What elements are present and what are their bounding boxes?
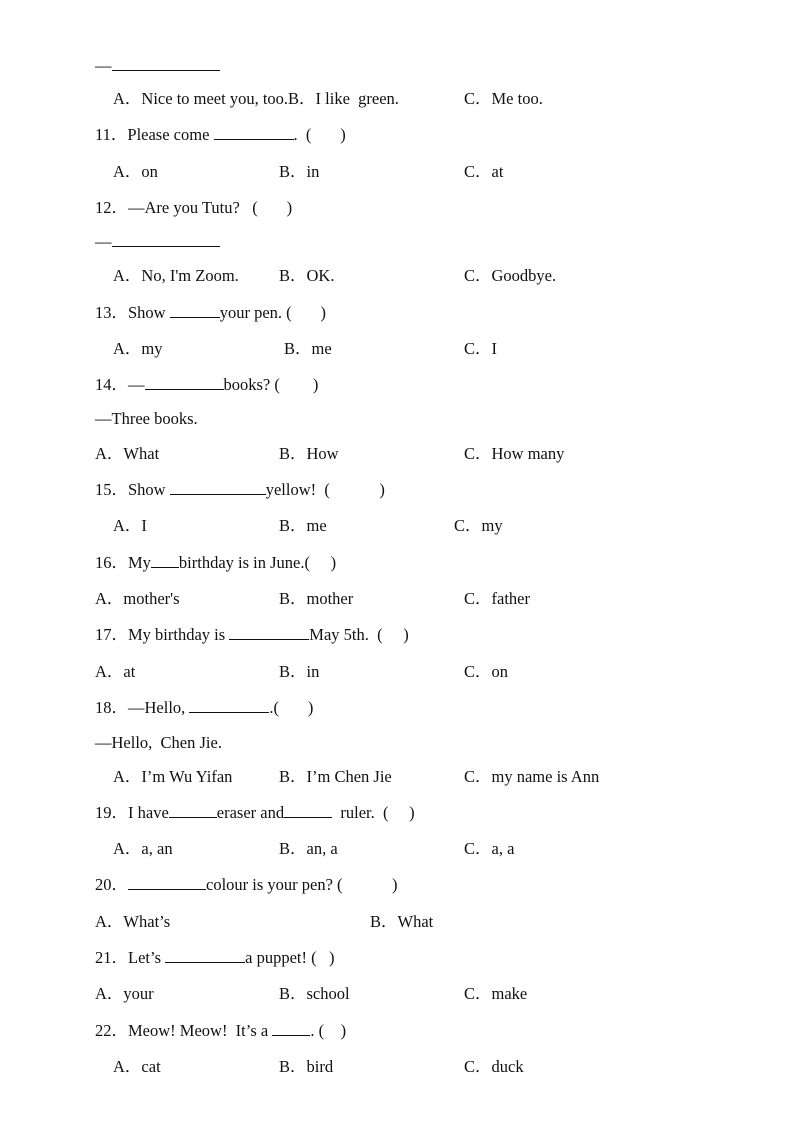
option-c: C．my [454,516,503,535]
answer-line: —Hello, Chen Jie. [95,733,222,752]
option-c: C．Me too. [464,89,543,108]
answer-blank[interactable] [128,875,206,890]
option-c: C．my name is Ann [464,767,600,786]
option-b: B．mother [279,589,354,608]
question-17: 17．My birthday is May 5th. ( ) [95,625,409,644]
answer-blank[interactable] [112,232,220,247]
option-a: A．at [95,662,136,681]
option-a: A．mother's [95,589,180,608]
option-c: C．make [464,984,528,1003]
question-22: 22．Meow! Meow! It’s a . ( ) [95,1021,347,1040]
question-21: 21．Let’s a puppet! ( ) [95,948,335,967]
answer-line: —Three books. [95,409,198,428]
option-b: B．How [279,444,339,463]
option-a: A．my [113,339,163,358]
option-c: C．How many [464,444,565,463]
option-c: C．on [464,662,509,681]
answer-blank[interactable] [151,553,179,568]
answer-blank[interactable] [229,625,309,640]
option-c: C．at [464,162,504,181]
answer-blank[interactable] [284,803,332,818]
option-c: C．a, a [464,839,515,858]
option-b: B．me [284,339,332,358]
option-b: B．What [370,912,434,931]
answer-dash-line [95,56,220,76]
option-c: C．I [464,339,497,358]
answer-blank[interactable] [112,56,220,71]
option-b: B．I’m Chen Jie [279,767,392,786]
option-a: A．I [113,516,147,535]
answer-blank[interactable] [169,803,217,818]
question-12: 12．—Are you Tutu? ( ) [95,198,293,217]
option-a: A．a, an [113,839,173,858]
option-c: C．duck [464,1057,524,1076]
answer-blank[interactable] [272,1021,310,1036]
option-b: B．me [279,516,327,535]
option-a: A．your [95,984,154,1003]
answer-dash-line: — [95,232,220,252]
option-c: C．father [464,589,530,608]
option-b: B．in [279,662,320,681]
option-c: C．Goodbye. [464,266,557,285]
option-b: B．an, a [279,839,338,858]
option-a: A．What [95,444,160,463]
answer-blank[interactable] [170,480,266,495]
answer-blank[interactable] [145,375,224,390]
option-a: A．I’m Wu Yifan [113,767,233,786]
question-11: 11．Please come . ( ) [95,125,346,144]
option-a: A．cat [113,1057,161,1076]
answer-blank[interactable] [165,948,245,963]
dash-text: — [95,56,112,75]
question-18: 18．—Hello, .( ) [95,698,314,717]
option-a-b: A．Nice to meet you, too.B．I like green. [113,89,399,108]
option-a: A．What’s [95,912,171,931]
answer-blank[interactable] [189,698,269,713]
answer-blank[interactable] [170,303,220,318]
question-19: 19．I have eraser and ruler. ( ) [95,803,415,822]
option-b: B．in [279,162,320,181]
option-a: A．on [113,162,158,181]
option-b: B．OK. [279,266,335,285]
option-b: B．bird [279,1057,334,1076]
question-14: 14．— books? ( ) [95,375,319,394]
answer-blank[interactable] [214,125,294,140]
question-20: 20． colour is your pen? ( ) [95,875,398,894]
option-a: A．No, I'm Zoom. [113,266,239,285]
question-13: 13．Show your pen. ( ) [95,303,327,322]
question-15: 15．Show yellow! ( ) [95,480,385,499]
question-16: 16．My birthday is in June.( ) [95,553,337,572]
option-b: B．school [279,984,350,1003]
